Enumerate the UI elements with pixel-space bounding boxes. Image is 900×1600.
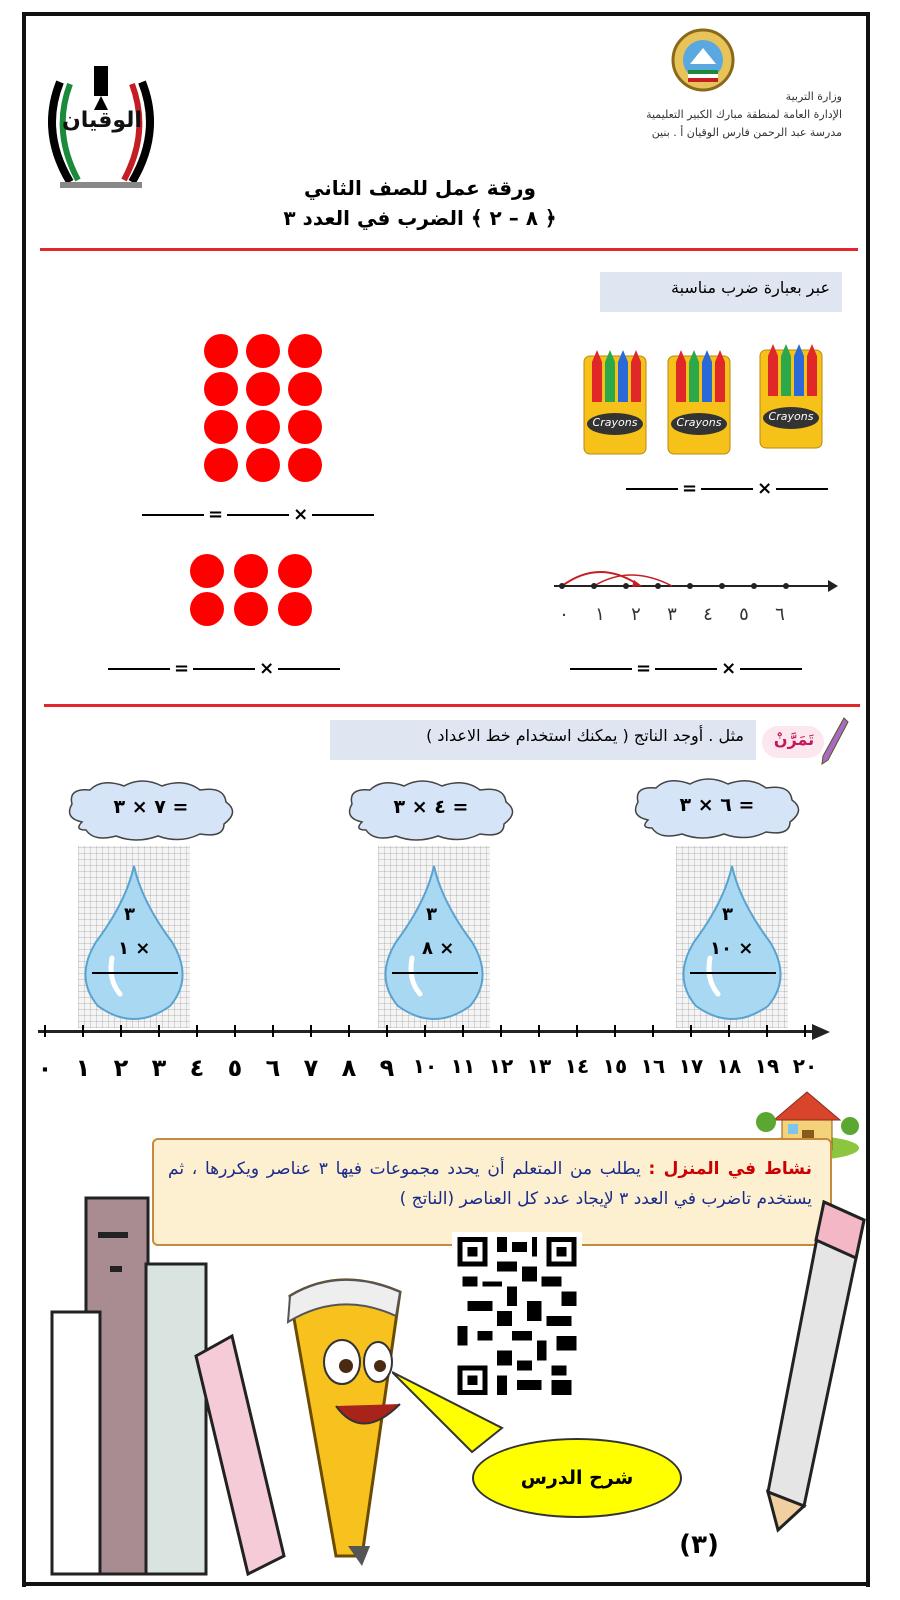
number-line-label: ٦ [265,1054,281,1082]
number-line-label: ٧ [303,1054,319,1082]
dot [288,448,322,482]
number-line-label: ١١ [450,1054,476,1078]
number-line-tick [310,1025,312,1037]
number-line-tick [386,1025,388,1037]
dot [246,448,280,482]
section1-instruction: عبر بعبارة ضرب مناسبة [600,272,842,312]
equation-blank-numberline[interactable]: = × [566,658,806,679]
number-line-tick [348,1025,350,1037]
water-drop-1 [78,846,190,1028]
dot [288,334,322,368]
drop-top-number: ٣ [722,904,733,925]
small-numberline-label: ١ [595,604,605,625]
small-numberline-label: ٢ [631,604,641,625]
small-numberline-label: ٥ [739,604,749,625]
dot [234,554,268,588]
lesson-title: ﴿ ٨ – ٢ ﴾ الضرب في العدد ٣ [283,206,557,230]
small-number-line [550,556,840,636]
number-line-label: ١ [75,1054,91,1082]
section-divider [44,704,860,707]
school-name: مدرسة عبد الرحمن فارس الوقيان أ . بنين [651,126,842,139]
crayon-box-icon [664,348,734,456]
drop-top-number: ٣ [124,904,135,925]
dot [234,592,268,626]
header-text [646,88,842,142]
number-line-label: ٢ [113,1054,129,1082]
number-line-tick [690,1025,692,1037]
equation-blank-crayons[interactable]: = × [622,478,832,499]
lesson-explanation-bubble[interactable]: شرح الدرس [472,1438,682,1518]
dot [246,410,280,444]
drop-bottom-number: × ١٠ [710,938,754,959]
water-drop-3 [676,846,788,1028]
dot [204,410,238,444]
number-line-label: ٠ [37,1054,53,1082]
dot [204,372,238,406]
school-logo [40,62,162,194]
number-line-tick [82,1025,84,1037]
cloud-problem-text: ٤ × ٣ = [393,796,469,818]
section2-instruction: مثل . أوجد الناتج ( يمكنك استخدام خط الاعداد ) [330,720,756,760]
dots-array-2x3 [188,552,318,632]
cloud-problem-3 [628,776,806,842]
number-line-tick [120,1025,122,1037]
dot [288,410,322,444]
dot [204,334,238,368]
dot [246,334,280,368]
number-line [38,1020,838,1100]
number-line-tick [462,1025,464,1037]
logo-text: الوقيان [61,108,142,133]
tamarran-label: تَمَرَّنْ [773,730,815,749]
number-line-label: ١٨ [716,1054,742,1078]
speech-bubble-tail [392,1368,512,1458]
ministry-name: وزارة التربية [785,90,842,103]
number-line-axis [38,1030,818,1033]
cloud-problem-text: ٧ × ٣ = [113,796,189,818]
number-line-label: ١٢ [488,1054,514,1078]
crayon-box-icon [580,348,650,456]
page-number: (٣) [679,1530,719,1560]
number-line-tick [234,1025,236,1037]
number-line-label: ٨ [341,1054,357,1082]
number-line-tick [804,1025,806,1037]
number-line-tick [44,1025,46,1037]
number-line-label: ١٦ [640,1054,666,1078]
small-numberline-label: ٣ [667,604,677,625]
number-line-tick [576,1025,578,1037]
number-line-label: ١٣ [526,1054,552,1078]
drop-bottom-number: × ١ [118,938,151,959]
drop-bottom-number: × ٨ [422,938,455,959]
dot [204,448,238,482]
number-line-label: ١٧ [678,1054,704,1078]
dot [278,592,312,626]
dot [190,554,224,588]
dot [288,372,322,406]
crayon-label: Crayons [676,416,722,429]
number-line-label: ١٤ [564,1054,590,1078]
number-line-label: ٤ [189,1054,205,1082]
number-line-label: ٣ [151,1054,167,1082]
number-line-tick [766,1025,768,1037]
number-line-label: ١٠ [412,1054,438,1078]
number-line-label: ١٥ [602,1054,628,1078]
number-line-tick [424,1025,426,1037]
cloud-problem-2 [342,778,520,844]
pencil-illustration [764,1196,874,1536]
dots-array-4x3 [200,330,330,480]
number-line-label: ٢٠ [792,1054,818,1078]
equation-blank-dots-1[interactable]: = × [138,504,378,525]
worksheet-title: ورقة عمل للصف الثاني [304,176,536,200]
drop-answer-line[interactable] [690,972,776,974]
tamarran-badge [760,716,852,766]
home-activity-text: يطلب من المتعلم أن يحدد مجموعات فيها ٣ عناصر ويكررها ، ثم يستخدم تاضرب في العدد ٣ لإيجاد عدد كل العناصر (الناتج ) [168,1159,812,1209]
number-line-label: ٩ [379,1054,395,1082]
crayon-box-icon [756,342,826,450]
number-line-tick [652,1025,654,1037]
number-line-tick [538,1025,540,1037]
number-line-tick [614,1025,616,1037]
drop-answer-line[interactable] [392,972,478,974]
bottom-border [22,1582,870,1586]
number-line-tick [728,1025,730,1037]
drop-answer-line[interactable] [92,972,178,974]
dot [246,372,280,406]
number-line-label: ١٩ [754,1054,780,1078]
header-divider [40,248,858,251]
small-numberline-label: ٠ [559,604,569,625]
number-line-tick [196,1025,198,1037]
small-numberline-label: ٤ [703,604,713,625]
equation-blank-dots-2[interactable]: = × [104,658,344,679]
number-line-tick [272,1025,274,1037]
number-line-label: ٥ [227,1054,243,1082]
number-line-tick [158,1025,160,1037]
crayon-label: Crayons [768,410,814,423]
drop-top-number: ٣ [426,904,437,925]
cloud-problem-1 [62,778,240,844]
small-numberline-label: ٦ [775,604,785,625]
water-drop-2 [378,846,490,1028]
cloud-problem-text: ٦ × ٣ = [679,794,755,816]
dot [278,554,312,588]
crayon-label: Crayons [592,416,638,429]
number-line-tick [500,1025,502,1037]
directorate-name: الإدارة العامة لمنطقة مبارك الكبير التعليمية [646,108,842,121]
dot [190,592,224,626]
home-activity-label: نشاط في المنزل : [648,1159,812,1179]
